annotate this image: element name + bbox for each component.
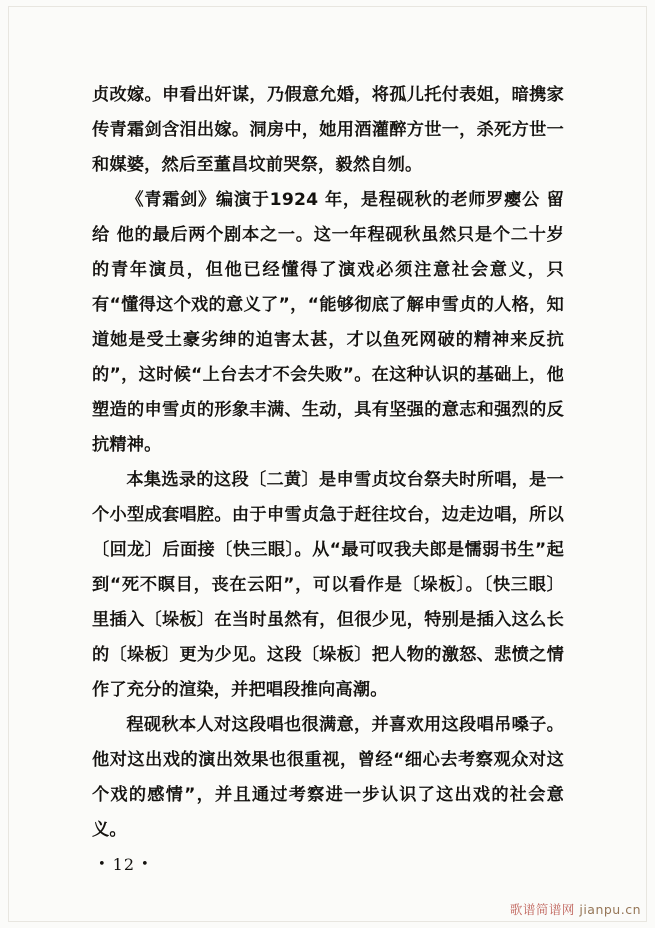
page-body bbox=[92, 78, 564, 848]
watermark bbox=[510, 900, 641, 918]
watermark-site: jianpu.cn bbox=[579, 902, 641, 917]
page-footer bbox=[92, 855, 564, 874]
paragraph-4: 程砚秋本人对这段唱也很满意，并喜欢用这段唱吊嗓子。他对这出戏的演出效果也很重视，曾经“细心去考察观众对这个戏的感情”，并且通过考察进一步认识了这出戏的社会意义。 bbox=[92, 715, 564, 840]
paragraph-1: 贞改嫁。申看出奸谋，乃假意允婚，将孤儿托付表姐，暗携家传青霜剑含泪出嫁。洞房中，她用酒灌醉方世一，杀死方世一和媒婆，然后至董昌坟前哭祭，毅然自刎。 bbox=[92, 85, 564, 175]
footer-right-dot: • bbox=[141, 857, 150, 872]
paragraph-2: 《青霜剑》编演于1924 年，是程砚秋的老师罗瘿公 留 给 他的最后两个剧本之一。这一年程砚秋虽然只是个二十岁的青年演员，但他已经懂得了演戏必须注意社会意义，只有“懂得这个戏的意义了”，“能够彻底了解申雪贞的人格，知道她是受土豪劣绅的迫害太甚，才以鱼死网破的精神来反抗的”，这时候“上台去才不会失败”。在这种认识的基础上，他塑造的申雪贞的形象丰满、生动，具有坚强的意志和强烈的反抗精神。 bbox=[92, 190, 564, 455]
page-number: 12 bbox=[112, 855, 136, 874]
watermark-label: 歌谱简谱网 bbox=[509, 902, 575, 917]
footer-left-dot: • bbox=[98, 857, 107, 872]
paragraph-3: 本集选录的这段〔二黄〕是申雪贞坟台祭夫时所唱，是一个小型成套唱腔。由于申雪贞急于赶往坟台，边走边唱，所以〔回龙〕后面接〔快三眼〕。从“最可叹我夫郎是懦弱书生”起到“死不瞑目，丧在云阳”，可以看作是〔垛板〕。〔快三眼〕里插入〔垛板〕在当时虽然有，但很少见，特别是插入这么长的〔垛板〕更为少见。这段〔垛板〕把人物的激怒、悲愤之情作了充分的渲染，并把唱段推向高潮。 bbox=[92, 470, 564, 700]
